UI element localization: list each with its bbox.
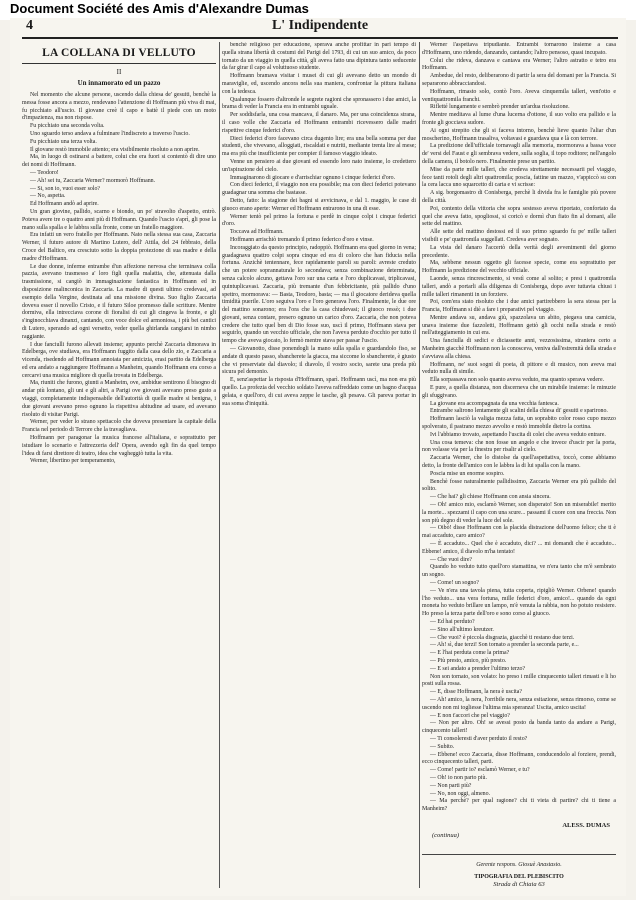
paragraph: — E sei andato a prender l'ultimo terzo? (430, 665, 526, 672)
paragraph: Poi, com'era stato risoluto che i due amici partirebbero la sera stessa per la Francia, Hoffmann si diè a fare i preparativi pel viaggio. (422, 299, 616, 314)
paragraph: — Ah! sei tu, Zaccaria Werner? mormorò Hoffmann. (30, 177, 156, 184)
paragraph: Incoraggiato da questo principio, radoppiò. Hoffmann era quel giorno in vena; guadagnava quattro colpi sopra cinque ed era di coloro che han fiducia nella fortuna. Anzichè tentennare, fece rapidamente paroli su paroli: avreste creduto che un potere soprannaturale lo secondava; senza combinazione determinata, senza calcolo alcuno, gettava l'oro sur una carta e l'oro duplicavasi, triplicavasi, quintuplicavasi. Zaccaria, più tremante d'un febbricitante, più pallido d'uno spettro, mormorava: — Basta, Teodoro, basta; — ma il giocatore derideva quella timidità puerile. L'oro seguiva l'oro e l'oro generava l'oro. Finalmente, le due ore del mattino sonarono; era l'ora che la casa chiudevasi; il giuoco ressò; i due giovani, senza contare, presero ognuno un carico d'oro. Zaccaria, che non poteva credere che tutto quel ben di Dio fosse suo, uscì il primo, Hoffmann stava per seguirlo, quando un vecchio ufficiale, che non l'aveva perduto d'occhio per tutto il tempo che aveva giocato, lo fermò mentre stava per passar l'uscio. (222, 244, 416, 345)
paragraph: — Ah! sì, due terzi! Son tornato a prender la seconda parte, e... (430, 642, 579, 649)
paragraph: Quando ho veduto tutto quell'oro stamattina, ve n'era tanto che m'è sembrato un sogno. (422, 564, 616, 579)
document-caption: Document Société des Amis d'Alexandre Dumas (10, 1, 309, 16)
paragraph: — Come! partir io? esclamò Werner, e tu? (430, 767, 530, 774)
column-divider (419, 42, 420, 888)
paragraph: Hoffmann, rimasto solo, contò l'oro. Aveva cinquemila talleri, vent'otto e ventiquattromila franchi. (422, 88, 616, 103)
paragraph: benchè religioso per educazione, sperava anche profittar in pari tempo di quella strana libertà di costumi del Parigi del 1793, di cui un suo amico, da poco tornato da un viaggio in quella città, gli aveva fatto una dipintura tanto seducente da far girar il capo al voluttuoso studente. (222, 42, 416, 72)
paragraph: Uno sguardo terso andava a fulminare l'indiscreto a traverso l'uscio. (30, 130, 190, 137)
paragraph: Una fanciulla di sedici e diciassette anni, vezzosissima, straniera certo a Manheim giacchè Hoffmann non la conosceva, veniva dall'estremità della strada e s'avviava alla chiesa. (422, 338, 616, 360)
paragraph: Alle sette del mattino destossi ed il suo primo sguardo fu pe' mille talleri visibili e pe' quattromila suggellati. Credeva aver sognato. (422, 229, 616, 243)
paragraph: La predizione dell'ufficiale tornavagli alla memoria, mormorava a bassa voce de' versi del Faust e gli sembrava vedere, sulla soglia, il topo roditore; nell'angolo della camera, il botolo nero. Finalmente prese un partito. (422, 143, 616, 165)
paragraph: — Che vuoi dire? (430, 556, 473, 563)
paragraph: Ella sorpassava non solo quanto aveva veduto, ma quanto sperava vedere. (430, 377, 605, 384)
column-divider (219, 42, 220, 888)
paragraph: E, senz'aspettar la risposta d'Hoffmann, sparì. Hoffmann uscì, ma non era più quello. La profezia del vecchio soldato l'aveva raffreddato come un bagno d'acqua gelata, e quell'oro, di cui aveva zeppe le tasche, gli pesava. Gli pareva portar in sua soma d'iniquità. (222, 377, 416, 407)
paragraph: — Ve n'era una tavola piena, tutta coperta, ripigliò Werner. Orbene! quando l'ho veduto... una vera fortuna, mille federici d'oro, amico!... quando da ogni moneta ho veduto brillare un lampo, m'è venuta la rabbia, non ho potuto resistere. Ho preso la terza parte dell'oro e sono corso al giuoco. (422, 587, 616, 618)
paragraph: Un gran giovine, pallido, scarno e biondo, un po' stravolto d'aspetto, entrò. Poteva avere tre o quattro anni più di Hoffmann. Quando l'uscio s'aprì, gli pose la mano sulla spalla e le labbra sulla fronte, come un fratello maggiore. (22, 208, 216, 231)
paragraph: Hoffmann lasciò la valigia mezza fatta, un soprabito color rosso cupo mezzo spolverato, il pastrano mezzo avvolto e restò immobile dietro la cortina. (422, 416, 616, 431)
paragraph: — Subito. (430, 743, 455, 750)
paragraph: Colui che rideva, danzava e cantava era Werner; l'altro astratto e tetro era Hoffmann. (422, 57, 616, 72)
paragraph: — Si, son io, vuoi esser solo? (30, 185, 101, 192)
paragraph: — Come! un sogno? (430, 579, 479, 586)
paragraph: — Che hai? gli chiese Hoffmann con ansia sincera. (430, 494, 551, 501)
paragraph: Fu picchiato una terza volta. (30, 138, 97, 145)
paragraph: Con dieci federici, il viaggio non era possibile; ma con dieci federici potevano guadagnar una somma che bastasse. (222, 182, 416, 197)
column-3-text (422, 42, 616, 814)
paragraph: — E l'hai perduta come la prima? (430, 650, 510, 657)
page-number: 4 (26, 18, 33, 33)
paragraph: Non son tornato, son volato: ho preso i mille cinquecento talleri rimasti e li ho posti sulla rossa. (422, 673, 616, 688)
paragraph: Werner tentò pel primo la fortuna e perdè in cinque colpi i cinque federici d'oro. (222, 213, 416, 228)
paragraph: — Ed hai perduto? (430, 618, 475, 625)
paragraph: Immaginarono di giocare e d'arrischiar ognuno i cinque federici d'oro. (230, 174, 396, 181)
column-2-text (222, 42, 416, 408)
paragraph: Fu picchiato una seconda volta. (30, 123, 105, 130)
paragraph: — Non per altro. Oh! se avessi posto da banda tanto da andare a Parigi, cinquecento talleri! (422, 720, 616, 735)
paragraph: — No, non oggi, almeno. (430, 790, 491, 797)
paragraph: — È accaduto... Quel che è accaduto, dici? ... mi domandi che è accaduto... Ebbene! amico, il diavolo m'ha tentato! (422, 541, 616, 555)
paragraph: Ai ogni strepito che gli si faceva intorno, benchè lieve quanto l'aliar d'un moscherino, Hoffmann trasaliva, voltavasi e guardava qua e là con terrore. (422, 127, 616, 142)
printer-address: Strada di Chiaia 63 (493, 880, 545, 888)
paragraph: Toccava ad Hoffmann. (230, 229, 284, 236)
paragraph: — Sino all'ultimo kreutzer. (430, 626, 494, 633)
paragraph: — Ma perchè? per qual ragione? chi ti vieta di partire? chi ti tiene a Manheim? (422, 798, 616, 813)
paragraph: Entrambe salirono lentamente gli scalini della chiesa di' gesuiti e sparirono. (430, 408, 608, 415)
paragraph: Zaccaria Werner, che lo distolse da quell'aspettativa, toccò, come abbiamo detto, la fronte dell'amico con le labbra la di lui spalla con la mano. (422, 455, 616, 470)
newspaper-title: L' Indipendente (271, 18, 369, 33)
gerente-line: Gerente respons. Giosuè Anastasio. (476, 861, 562, 868)
paragraph: Werner, libertino per temperamento, (30, 458, 116, 465)
paragraph: Poi, contento della vittoria che sopra sestesso aveva riportato, confortato da quel che aveva fatto, spogliossi, si coricò e dormì d'un fiato fin al domani, alle sette del mattino. (422, 205, 616, 228)
paragraph: Era infatti un vero fratello per Hoffmann. Nato nella stessa sua casa, Zaccaria Werner, il futuro autore di Martino Lutero, dell' Attila, del 24 febbraio, della Croce del Baltico, era cresciuto sotto la doppia protezione di sua madre e della madre d'Hoffmann. (22, 232, 216, 262)
paragraph: Il giovane restò immobile attento; era visibilmente risoluto a non aprire. (30, 146, 200, 153)
paragraph: I due fanciulli furono allevati insieme; appunto perchè Zaccaria dimorava in Edelberga, ove studiava, era Hoffmann fuggito dalla casa dello zio, e Zaccaria a vicenda, risedendo ad Hoffmann annoiata per amicizia, erasi partito da Edelberga ed era andato a raggiungere Hoffmann a Manheim, quando Hoffmann era corso a cercarvi una musica migliore di quella trovata in Edelberga. (22, 341, 216, 379)
paragraph: — E non t'accori che pel viaggio? (430, 712, 510, 719)
paragraph: Mentre meditava al lume d'una lucerna d'ottone, il suo volto era pallido e la fronte gli gocciava sudore. (422, 112, 616, 126)
column-2 (222, 42, 416, 888)
paragraph: — Oibò! disse Hoffmann con la placida distrazione dell'uomo felice; che ti è mai accaduto, caro amico? (422, 525, 616, 540)
header-rule (22, 37, 618, 39)
paragraph: A sig. borgomastro di Conisberga, perchè li divida fra le famiglie più povere della città. (422, 190, 616, 204)
paragraph: Ambedue, del resto, deliberarono di partir la sera del domani per la Francia. Si separarono abbracciandosi. (422, 73, 616, 87)
paragraph: — Oh! amico mio, esclamò Werner, son disperato! Son un miserabile! merito la morte... spezzami il capo con una scure... passami il cuore con una freccia. Non son più degno di veder la luce del sole. (422, 502, 616, 524)
paragraph: Hoffmann per paragonar la musica francese all'italiana, e soprattutto per istudiare lo scenario e l'attrezzeria dell' Opera, avendo egli fin da quel tempo l'idea di farsi direttore di teatro, idea che vagheggiò tutta la vita. (22, 435, 216, 457)
paragraph: Ed Hoffmann andò ad aprire. (30, 201, 99, 208)
paragraph: Venne un pensiero ai due giovani ed essendo loro nato insieme, lo credettero un'ispirazione del cielo. (222, 158, 416, 173)
paragraph: Per soddisfarla, una cosa mancava, il danaro. Ma, per una coincidenza strana, il caso volle che Zaccaria ed Hoffmann entrambi ricevessero dalle madri rispettive cinque federici d'oro. (222, 112, 416, 134)
paragraph: Le due donne, inferme entrambe d'un affezione nervosa che terminava colla pazzia, avevano trasmesso a' loro figli quella malattia, che, attenuata dalla trasmissione, si cangiò in immaginazione fantastica in Hoffmann ed in disposizione malinconica in Zaccaria. La madre di questi ultimo credevasi, ad esempio della Vergine, destinata ad una missione divina. Suo figlio Zaccaria doveva esser il novello Cristo, e il futuro Siloe promesso dalle scritture. Mentre dormiva, ella intrecciava corone di fioralisi di cui gli cingeva la fronte, e gli s'inginocchiava dinanzi, cantando, con voce dolce ed armoniosa, i più bei cantici di Lutero, sperando ad ogni versetto, veder quella ghirlanda cangiarsi in nimbo raggiante. (22, 263, 216, 340)
paragraph: Una cosa temeva: che non fosse un angelo e che invece d'uscir per la porta, non volasse via per la finestra per risalir al cielo. (422, 439, 616, 454)
paragraph: Hoffmann, ne' suoi sogni di poeta, di pittore e di musico, non aveva mai veduto nulla di simile. (422, 361, 616, 376)
paragraph: — Giovanotto, disse ponendogli la mano sulla spalla e guardandolo fiso, se andate di questo passo, sbancherete la giacca, ma siccome lo sbancherete, è giusto che vi preserviate dal diavolo; il diavolo, il vostro socio, sarete una preda più sicura pel demonio. (222, 346, 416, 376)
column-1 (22, 42, 216, 888)
paragraph: Ma, sebbene nessun oggetto gli facesse specie, come era soprattutto per Hoffmann la predizione del vecchio ufficiale. (422, 260, 616, 275)
page-header (22, 18, 618, 36)
paragraph: Dieci federici d'oro facevano circa dugento lire; era una bella somma per due studenti, che vivevano, alloggiati, riscaldati e nutriti, mediante trenta lire al mese; ma era più che insufficiente per compier il famoso viaggio ideato. (222, 135, 416, 158)
paragraph: Mise da parte mille talleri, che credeva strettamente necessarii pel viaggio, fece tanti rotoli degli altri quattromila; poscia, fattine un mazzo, v'appiccò su con la cera lacca uno squarcetto di carta e vi scrisse: (422, 166, 616, 189)
paragraph: Rifletté lungamente e sembrò prender un'ardua risoluzione. (430, 104, 570, 111)
paragraph: Laonde, senza rincrescimento, si vestì come al solito; e presi i quattromila talleri, andò a portarli alla diligenza di Conisberga, dopo aver tuttavia chiusi i mille talleri rimanenti in un forziere. (422, 275, 616, 298)
paragraph: — Non parti più? (430, 782, 472, 789)
paragraph: Benchè fosse naturalmente pallidissimo, Zaccaria Werner era più pallido del solito. (422, 478, 616, 493)
paragraph: E pure, a quella distanza, non discerneva che un mirabile insieme: le minuzie gli sfuggivano. (422, 385, 616, 399)
paragraph: — Teodoro! (30, 169, 59, 176)
paragraph: — Ti consoleresti d'aver perduto il resto? (430, 735, 528, 742)
article-title: LA COLLANA DI VELLUTO (22, 46, 216, 64)
paragraph: Detto, fatto: la stagione dei bagni si avvicinava, e dal 1. maggio, le case di giuoco erano aperte: Werner ed Hoffmann entrarono in una di esse. (222, 197, 416, 212)
paragraph: Qualunque fossero d'altronde le segrete ragioni che spronassero i due amici, la brama di veder la Francia era in entrambi uguale. (222, 96, 416, 111)
paragraph: — Oh! io non parto più. (430, 774, 487, 781)
paragraph: Werner, per veder lo strano spettacolo che doveva presentare la capitale della Francia nel periodo di Terrore che la travagliava. (22, 419, 216, 434)
paragraph: — No, aspetta. (30, 193, 66, 200)
paragraph: Werner l'aspettava tripudiante. Entrambi tornarono insieme a casa d'Hoffmann, uno ridendo, danzando, cantando; l'altro pensoso, quasi incupato. (422, 42, 616, 56)
chapter-number: II (116, 68, 122, 76)
paragraph: Ma, riuniti che furono, giunti a Manheim, ove, ambidue sentirono il bisogno di andar più lontano, gli uni e gli altri, a Parigi ove giovani avevano preso gusto a viaggi, completamente indispensabile dell'autorità di quelle madre si benigna, i due giovani avevano preso ognuno la rispettiva abitudine ad usare, ed avevano risoluto di visitar Parigi. (22, 380, 216, 418)
paragraph: — Più presto, amico, più presto. (430, 657, 507, 664)
newspaper-page (10, 18, 626, 896)
paragraph: La giovane era accompagnata da una vecchia fantesca. (430, 400, 559, 407)
footer-rule (422, 854, 616, 855)
chapter-subtitle: Un innamorato ed un pazzo (77, 79, 161, 87)
paragraph: Poscia mise un enorme sospiro. (430, 470, 505, 477)
paragraph: Ivi l'abbiamo trovato, aspettando l'uscita di colei che aveva veduto entrare. (430, 431, 606, 438)
author-signature: ALESS. DUMAS (562, 821, 610, 829)
document-caption-bar (0, 0, 636, 20)
continues-note: (continua) (432, 831, 460, 839)
printer-name: TIPOGRAFIA DEL PLEBISCITO (474, 873, 564, 880)
paragraph: — Ah! amico, la nera, l'orribile nera, senza esitazione, senza rimorso, come se uscendo non mi togliesse l'ultima mia speranza! Uscita, amico uscita! (422, 696, 616, 711)
column-3 (422, 42, 616, 888)
paragraph: Hoffmann bramava visitar i musei di cui gli avevano detto un mondo di maraviglie, ed, uscendo ancora nella sua maniera, confrontar la pittura italiana con la tedesca. (222, 73, 416, 95)
paragraph: Ma, in luogo di ostinarsi a battere, colui che era fuori si contentò di dire uno dei nomi di Hoffmann. (22, 154, 216, 169)
paragraph: Hoffmann arrischiò tremando il primo federico d'oro e vinse. (230, 236, 374, 243)
paragraph: Mentre andava su, andava giù, spazzolava un abito, piegava una camicia, unava insieme due fazzoletti, Hoffmann gettò gli occhi nella strada e restò nell'atteggiamento in cui era. (422, 314, 616, 337)
paragraph: La vista del danaro l'accertò della verità degli avvenimenti del giorno precedente. (422, 244, 616, 259)
paragraph: Nel momento che alcune persone, uscendo dalla chiesa de' gesuiti, benchè la messa fosse ancora a mezzo, rendevano l'attenzione di Hoffmann più viva di mai, fu picchiato all'uscio. Il giovane creè il capo e battè il piede con un moto d'impazienza, ma non rispose. (22, 92, 216, 122)
paragraph: — Ebbene! ecco Zaccaria, disse Hoffmann, conducendolo al forziere, prendi, ecco cinquecento talleri, parti. (422, 751, 616, 766)
column-1-text (22, 92, 216, 466)
paragraph: — E, disse Hoffmann, la nera è uscita? (430, 689, 522, 696)
paragraph: — Che vuoi? è piccola disgrazia, giacchè ti restano due terzi. (430, 634, 575, 641)
